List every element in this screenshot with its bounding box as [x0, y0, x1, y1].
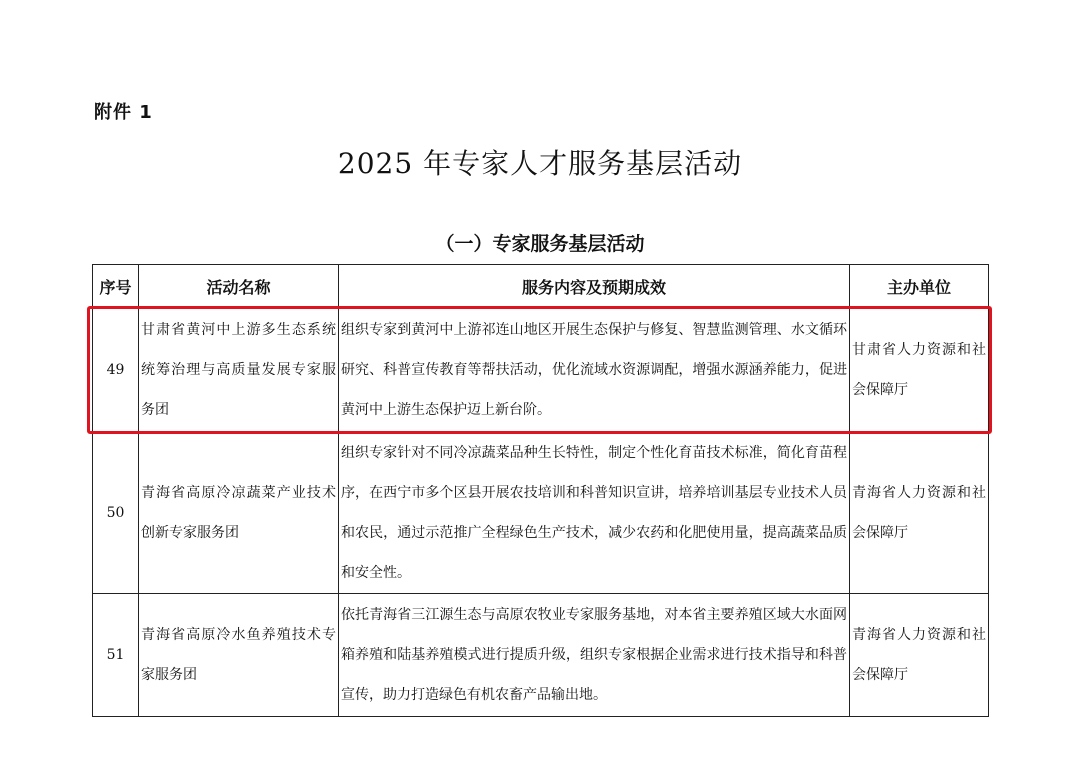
row-organizer: 甘肃省人力资源和社会保障厅 [850, 308, 989, 433]
row-service-content: 组织专家针对不同冷凉蔬菜品种生长特性，制定个性化育苗技术标准，简化育苗程序，在西宁市多个区县开展农技培训和科普知识宣讲，培养培训基层专业技术人员和农民，通过示范推广全程绿色生产技术，减少农药和化肥使用量，提高蔬菜品质和安全性。 [339, 433, 850, 594]
table-header-row [93, 265, 989, 308]
header-content: 服务内容及预期成效 [339, 265, 850, 308]
row-activity-name: 青海省高原冷凉蔬菜产业技术创新专家服务团 [139, 433, 339, 594]
table-row [93, 433, 989, 594]
row-seq: 51 [93, 594, 139, 717]
row-service-content: 依托青海省三江源生态与高原农牧业专家服务基地，对本省主要养殖区域大水面网箱养殖和陆基养殖模式进行提质升级，组织专家根据企业需求进行技术指导和科普宣传，助力打造绿色有机农畜产品输出地。 [339, 594, 850, 717]
table-row [93, 308, 989, 433]
row-organizer: 青海省人力资源和社会保障厅 [850, 594, 989, 717]
document-title: 2025 年专家人才服务基层活动 [337, 147, 743, 180]
header-org: 主办单位 [850, 265, 989, 308]
row-service-content: 组织专家到黄河中上游祁连山地区开展生态保护与修复、智慧监测管理、水文循环研究、科普宣传教育等帮扶活动，优化流域水资源调配，增强水源涵养能力，促进黄河中上游生态保护迈上新台阶。 [339, 308, 850, 433]
activities-table [92, 264, 989, 717]
attachment-label: 附件 1 [94, 102, 153, 123]
row-organizer: 青海省人力资源和社会保障厅 [850, 433, 989, 594]
table-row [93, 594, 989, 717]
row-activity-name: 青海省高原冷水鱼养殖技术专家服务团 [139, 594, 339, 717]
header-name: 活动名称 [139, 265, 339, 308]
header-seq: 序号 [93, 265, 139, 308]
row-activity-name: 甘肃省黄河中上游多生态系统统筹治理与高质量发展专家服务团 [139, 308, 339, 433]
row-seq: 49 [93, 308, 139, 433]
section-title: （一）专家服务基层活动 [435, 233, 645, 255]
row-seq: 50 [93, 433, 139, 594]
